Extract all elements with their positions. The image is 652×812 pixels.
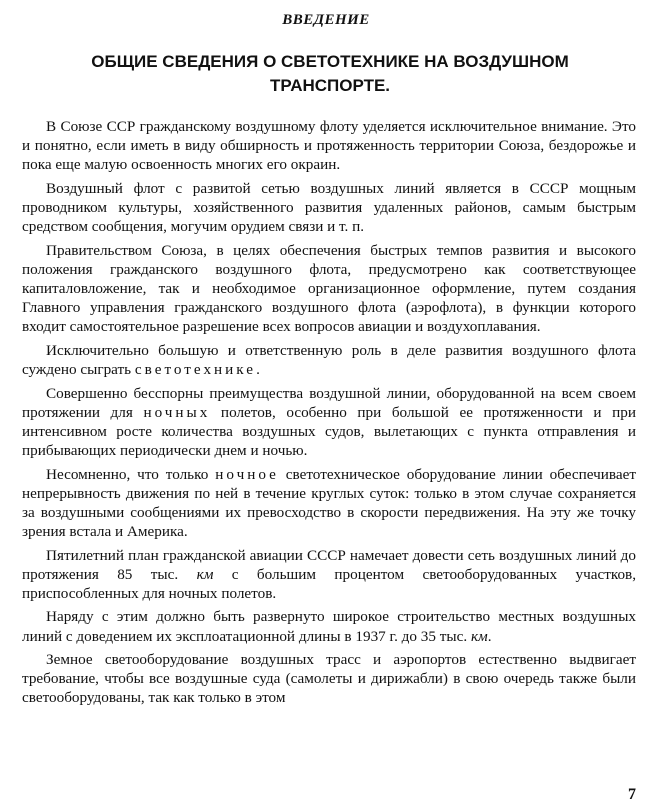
paragraph bbox=[22, 607, 636, 645]
paragraph: Земное светооборудование воздушных трасс и аэропортов естественно выдвигает требование, чтобы все воздушные суда (самолеты и дирижабли) в свою очередь также были светооборудованы, так как только в этом bbox=[22, 651, 636, 707]
unit-km: км bbox=[470, 627, 488, 645]
chapter-title: ОБЩИЕ СВЕДЕНИЯ О СВЕТОТЕХНИКЕ НА ВОЗДУШНОМ ТРАНСПОРТЕ. bbox=[91, 52, 569, 95]
paragraph bbox=[22, 546, 636, 603]
paragraph bbox=[22, 341, 636, 379]
paragraph: Воздушный флот с развитой сетью воздушных линий является в СССР мощным проводником культуры, хозяйственного развития удаленных районов, самым быстрым средством сообщения, могучим орудием связи и т. п. bbox=[22, 179, 636, 236]
paragraph: В Союзе ССР гражданскому воздушному флоту уделяется исключительное внимание. Это и понятно, если иметь в виду обширность и протяженность территории Союза, бездорожье и пока еще малую освоенность многих его окраин. bbox=[22, 118, 636, 174]
text-run: Совершенно бесспорны преимущества воздушной линии, оборудованной на всем своем протяжении для bbox=[22, 384, 636, 421]
paragraph bbox=[22, 384, 636, 460]
page-number: 7 bbox=[628, 786, 636, 803]
unit-km: км bbox=[196, 565, 214, 583]
text-run: с большим процентом светооборудованных участков, приспособленных для ночных полетов. bbox=[22, 565, 636, 602]
text-run: светотехническое оборудование линии обеспечивает непрерывность движения по ней в течение круглых суток: только в этом случае сохраняется за воздушными сообщениями их превосходство в скорости передвижения. На эту же точку зрения встала и Америка. bbox=[22, 465, 637, 540]
text-run: Пятилетний план гражданской авиации СССР намечает довести сеть воздушных линий до протяжения 85 тыс. bbox=[22, 546, 636, 583]
text-run: . bbox=[256, 360, 260, 378]
text-run: . bbox=[487, 627, 492, 645]
body-text bbox=[22, 117, 636, 712]
spaced-word: ночное bbox=[215, 465, 279, 483]
spaced-word: светотехнике bbox=[134, 360, 257, 378]
text-run: полетов, особенно при большой ее протяженности и при интенсивном росте количества воздушных судов, вылетающих с пункта отправления и прибывающих периодически днем и ночью. bbox=[22, 403, 636, 459]
paragraph bbox=[22, 465, 636, 541]
text-run: Наряду с этим должно быть развернуто широкое строительство местных воздушных линий с доведением их эксплоатационной длины в 1937 г. до 35 тыс. bbox=[22, 608, 636, 645]
text-run: Исключительно большую и ответственную роль в деле развития воздушного флота суждено сыграть bbox=[22, 341, 636, 378]
spaced-word: ночных bbox=[143, 403, 211, 421]
section-label: ВВЕДЕНИЕ bbox=[282, 12, 370, 28]
paragraph: Правительством Союза, в целях обеспечения быстрых темпов развития и высокого положения гражданского воздушного флота, предусмотрено как соответствующее капиталовложение, так и необходимое организационное оформление, путем создания Главного управления гражданского воздушного флота (аэрофлота), в функции которого входит самостоятельное разрешение всех вопросов авиации и воздухоплавания. bbox=[22, 241, 636, 336]
text-run: Несомненно, что только bbox=[46, 465, 216, 483]
